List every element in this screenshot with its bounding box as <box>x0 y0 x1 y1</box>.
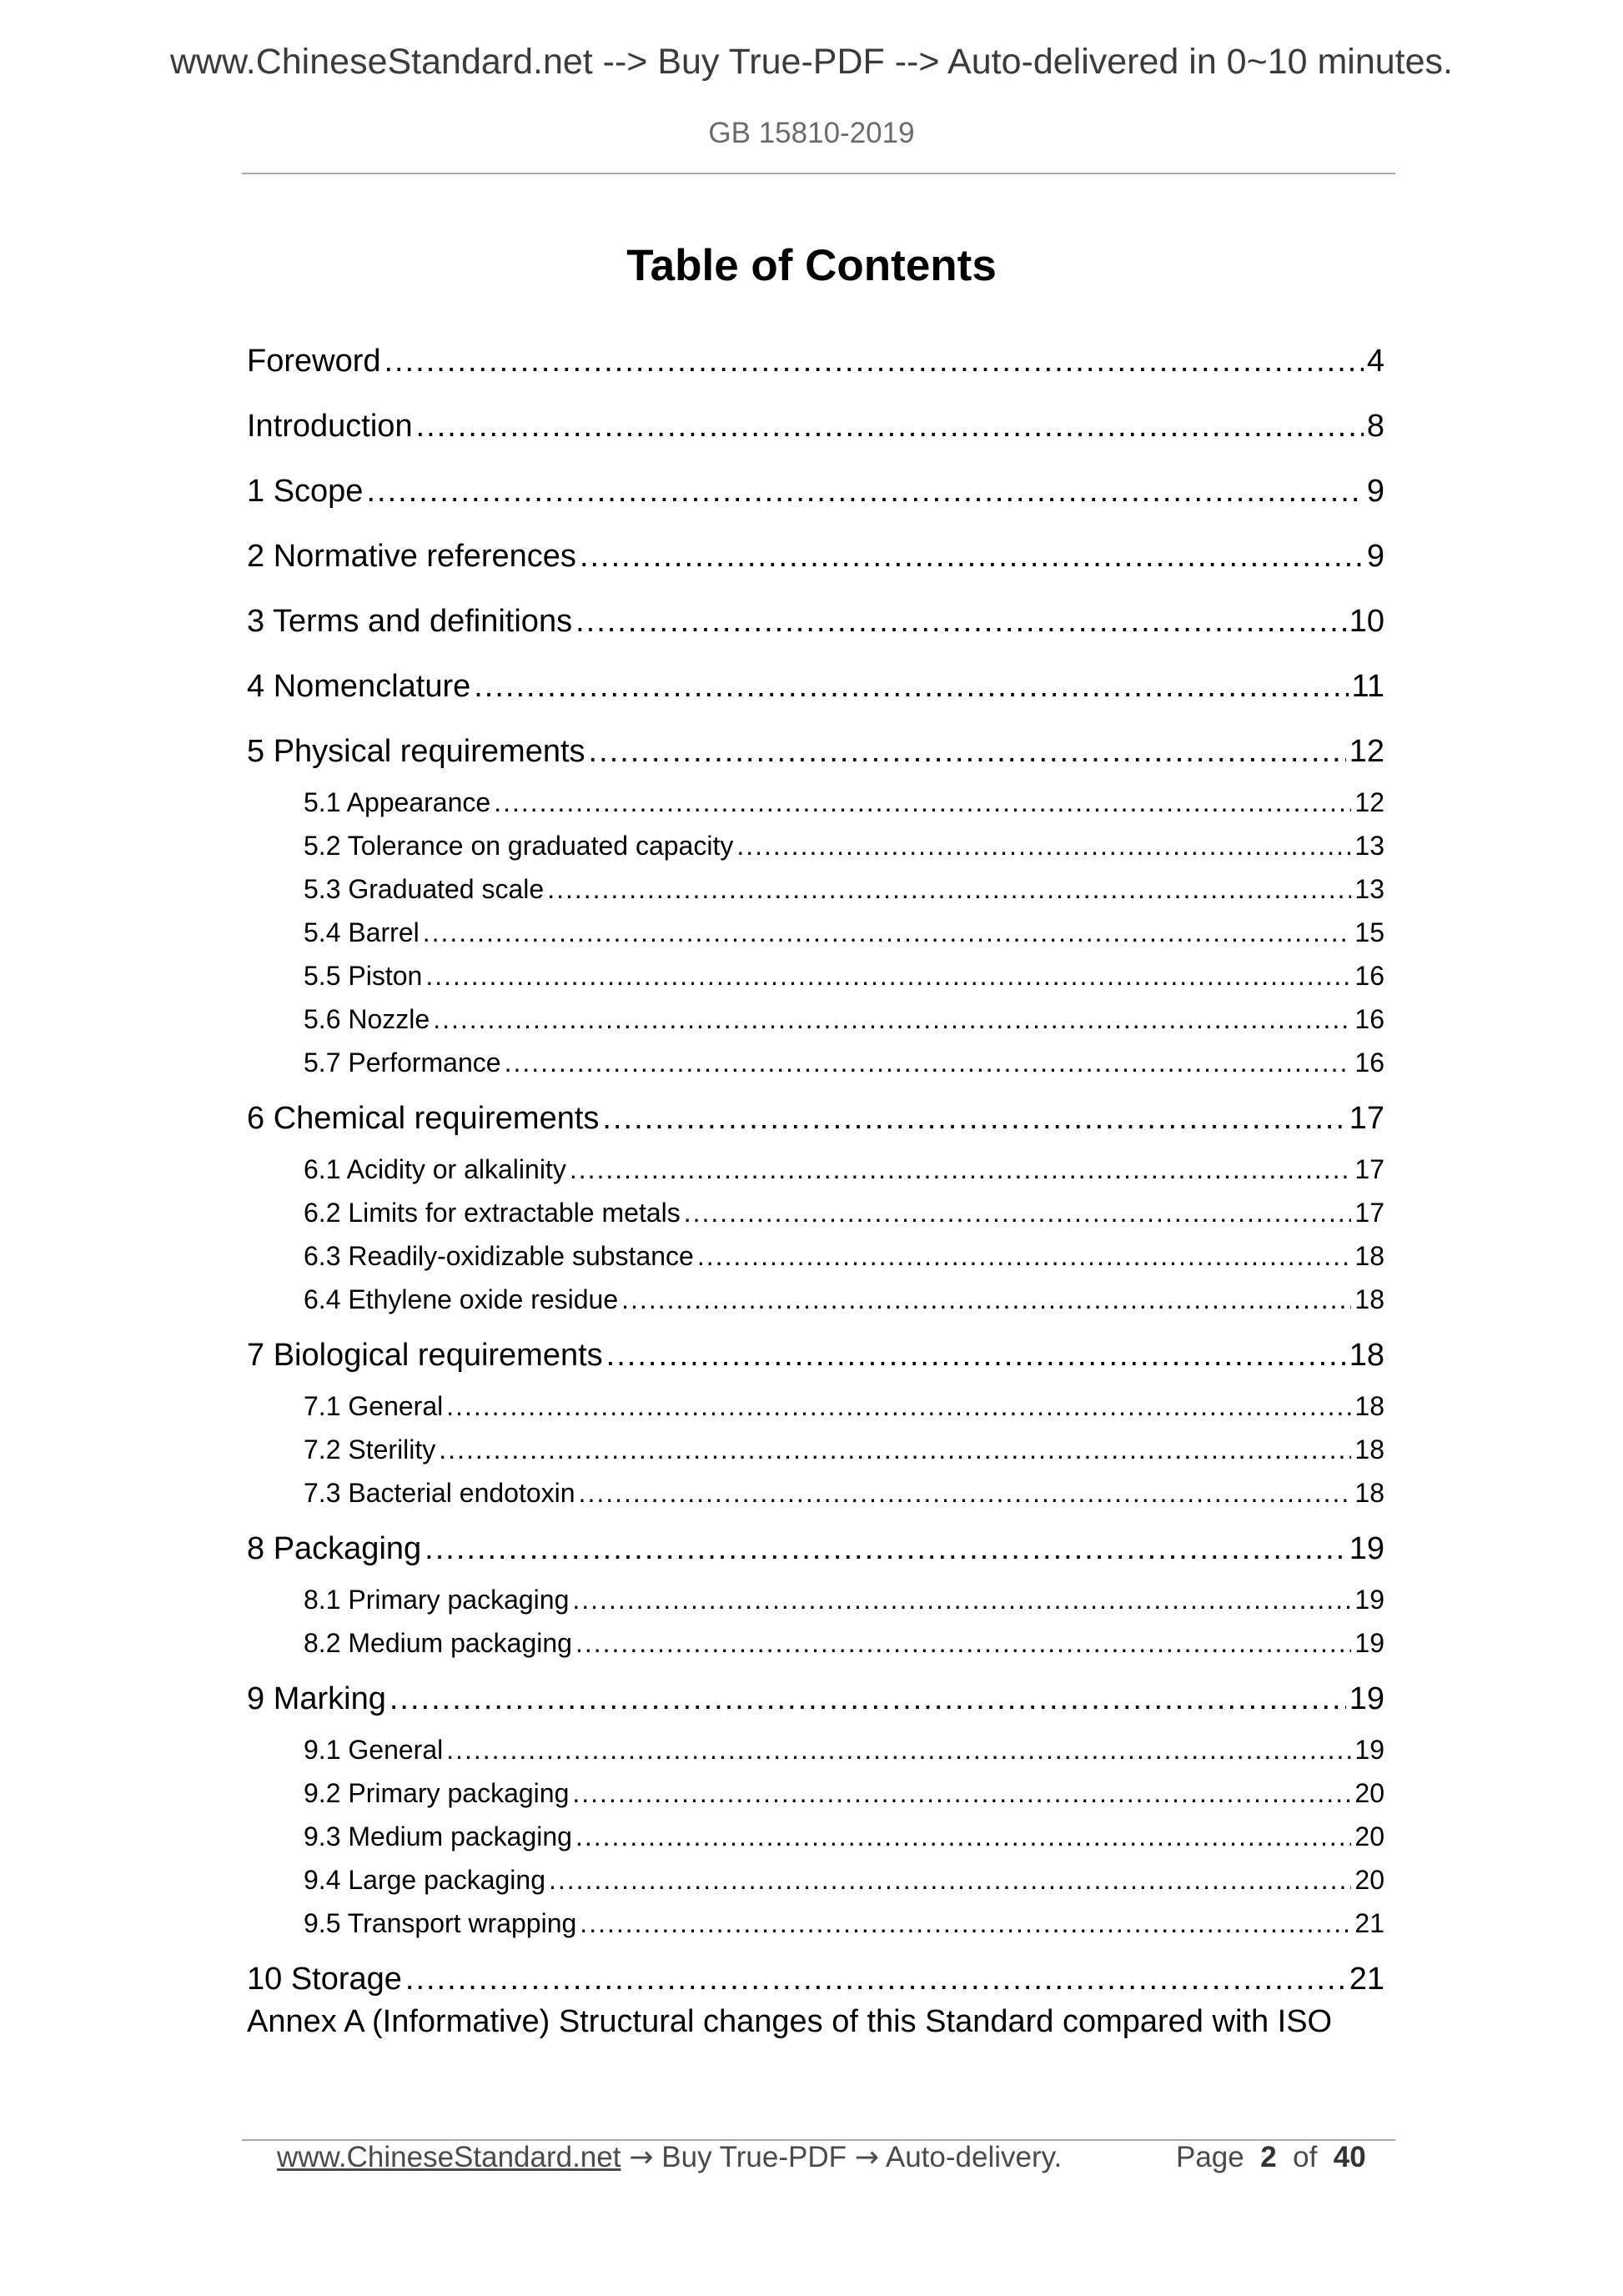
toc-entry[interactable] <box>304 1434 1384 1465</box>
arrow-right-icon: → <box>854 2141 880 2174</box>
toc-entry-page: 20 <box>1354 1778 1384 1808</box>
toc-entry-page: 16 <box>1354 961 1384 991</box>
toc-entry-page: 17 <box>1354 1154 1384 1184</box>
header-banner: www.ChineseStandard.net --> Buy True-PDF --> Auto-delivered in 0~10 minutes. <box>169 42 1453 82</box>
toc-leader-dots <box>589 734 1346 770</box>
toc-entry-page: 18 <box>1349 1338 1384 1373</box>
toc-entry-label: 9.3 Medium packaging <box>304 1821 572 1851</box>
toc-entry-page: 20 <box>1354 1821 1384 1851</box>
toc-entry-label: 9.5 Transport wrapping <box>304 1908 577 1938</box>
toc-entry[interactable] <box>304 1154 1384 1185</box>
toc-entry-label: 6.4 Ethylene oxide residue <box>304 1284 619 1314</box>
standard-code: GB 15810-2019 <box>708 117 915 149</box>
toc-entry[interactable] <box>304 1735 1384 1766</box>
toc-entry[interactable] <box>304 1391 1384 1422</box>
toc-leader-dots <box>474 669 1348 705</box>
toc-entry-page: 19 <box>1349 1681 1384 1716</box>
toc-entry-page: 8 <box>1366 409 1384 444</box>
toc-entry[interactable] <box>304 874 1384 905</box>
toc-leader-dots <box>572 1585 1351 1615</box>
toc-leader-dots <box>425 1531 1346 1567</box>
toc-entry[interactable] <box>247 1962 1384 1997</box>
toc-entry[interactable] <box>247 344 1384 379</box>
toc-entry-label: 7.3 Bacterial endotoxin <box>304 1478 575 1508</box>
toc-leader-dots <box>575 604 1346 640</box>
toc-entry-page: 19 <box>1354 1735 1384 1765</box>
toc-entry-page: 16 <box>1354 1004 1384 1034</box>
page-total: 40 <box>1333 2141 1366 2173</box>
toc-entry-label: 5.5 Piston <box>304 961 423 991</box>
toc-entry[interactable] <box>304 917 1384 948</box>
toc-entry-label: 6.2 Limits for extractable metals <box>304 1198 681 1228</box>
toc-entry[interactable] <box>304 1778 1384 1809</box>
toc-entry[interactable] <box>304 831 1384 862</box>
toc-leader-dots <box>505 1048 1352 1078</box>
toc-entry-label: 9 Marking <box>247 1681 386 1716</box>
toc-title: Table of Contents <box>626 241 997 290</box>
toc-entry-page: 17 <box>1349 1101 1384 1136</box>
toc-entry[interactable] <box>247 1531 1384 1567</box>
toc-entry-label: 5.2 Tolerance on graduated capacity <box>304 831 734 861</box>
toc-leader-dots <box>580 1908 1351 1939</box>
toc-leader-dots <box>405 1962 1346 1997</box>
toc-entry-page: 18 <box>1354 1391 1384 1421</box>
toc-leader-dots <box>621 1284 1351 1315</box>
toc-entry-page: 18 <box>1354 1478 1384 1508</box>
toc-entry-label: 8 Packaging <box>247 1531 422 1566</box>
toc-leader-dots <box>736 831 1351 862</box>
page-indicator <box>1176 2141 1366 2174</box>
toc-entry[interactable] <box>304 961 1384 992</box>
toc-leader-dots <box>572 1778 1351 1809</box>
toc-entry-label: 5.1 Appearance <box>304 787 491 817</box>
toc-entry-label: Introduction <box>247 409 413 444</box>
toc-entry-label: 9.4 Large packaging <box>304 1865 545 1895</box>
toc-leader-dots <box>606 1338 1346 1374</box>
toc-leader-dots <box>549 1865 1351 1896</box>
toc-leader-dots <box>423 917 1352 948</box>
toc-entry-label: 5.3 Graduated scale <box>304 874 545 904</box>
toc-entry-label: 7 Biological requirements <box>247 1338 603 1373</box>
toc-entry[interactable] <box>304 1908 1384 1939</box>
toc-entry-label: Foreword <box>247 344 381 379</box>
toc-entry-page: 19 <box>1354 1628 1384 1658</box>
toc-entry-page: 12 <box>1354 787 1384 817</box>
toc-leader-dots <box>494 787 1351 818</box>
toc-entry-label: 8.1 Primary packaging <box>304 1585 570 1615</box>
toc-entry-label: 6.3 Readily-oxidizable substance <box>304 1241 694 1271</box>
toc-entry[interactable] <box>304 787 1384 818</box>
toc-leader-dots <box>570 1154 1352 1185</box>
toc-entry[interactable] <box>247 604 1384 640</box>
toc-entry[interactable] <box>247 539 1384 575</box>
toc-entry-label: 9.1 General <box>304 1735 444 1765</box>
toc-entry[interactable] <box>247 1101 1384 1137</box>
toc-entry-page: 18 <box>1354 1434 1384 1465</box>
toc-leader-dots <box>433 1004 1351 1035</box>
toc-leader-dots <box>366 474 1363 510</box>
toc-entry-page: 13 <box>1354 831 1384 861</box>
toc-leader-dots <box>446 1735 1351 1766</box>
toc-entry[interactable] <box>304 1478 1384 1509</box>
toc-entry[interactable] <box>304 1198 1384 1228</box>
page-footer <box>277 2141 1366 2174</box>
toc-leader-dots <box>425 961 1351 992</box>
toc-entry[interactable] <box>247 734 1384 770</box>
toc-entry-label: 5.7 Performance <box>304 1048 501 1078</box>
toc-entry[interactable] <box>247 409 1384 445</box>
toc-list <box>247 0 1384 2296</box>
toc-entry-page: 18 <box>1354 1241 1384 1271</box>
toc-entry-label: 1 Scope <box>247 474 364 509</box>
toc-entry-label: 8.2 Medium packaging <box>304 1628 572 1658</box>
toc-entry[interactable] <box>304 1585 1384 1615</box>
toc-entry[interactable] <box>304 1284 1384 1315</box>
toc-entry-page: 17 <box>1354 1198 1384 1228</box>
toc-entry[interactable] <box>247 474 1384 510</box>
toc-entry[interactable] <box>247 1338 1384 1374</box>
toc-leader-dots <box>575 1821 1351 1852</box>
toc-entry[interactable] <box>304 1004 1384 1035</box>
toc-entry-page: 21 <box>1349 1962 1384 1997</box>
footer-delivery-text: Auto-delivery. <box>885 2141 1063 2173</box>
toc-annex-line: Annex A (Informative) Structural changes of this Standard compared with ISO <box>247 2004 1333 2039</box>
toc-leader-dots <box>580 539 1364 575</box>
toc-leader-dots <box>384 344 1364 379</box>
page-current: 2 <box>1260 2141 1277 2173</box>
toc-leader-dots <box>579 1478 1352 1509</box>
toc-entry-label: 2 Normative references <box>247 539 576 574</box>
toc-entry-label: 6.1 Acidity or alkalinity <box>304 1154 566 1184</box>
toc-entry[interactable] <box>247 669 1384 705</box>
toc-leader-dots <box>684 1198 1352 1228</box>
toc-entry-label: 3 Terms and definitions <box>247 604 573 639</box>
footer-buy-text: Buy True-PDF <box>661 2141 847 2173</box>
toc-entry-label: 9.2 Primary packaging <box>304 1778 570 1808</box>
toc-leader-dots <box>416 409 1364 445</box>
toc-entry-page: 12 <box>1349 734 1384 769</box>
toc-leader-dots <box>547 874 1351 905</box>
toc-leader-dots <box>602 1101 1345 1137</box>
of-word: of <box>1293 2141 1318 2173</box>
toc-entry-page: 9 <box>1366 539 1384 574</box>
toc-entry-label: 6 Chemical requirements <box>247 1101 600 1136</box>
toc-entry-page: 11 <box>1351 669 1384 704</box>
toc-entry-page: 19 <box>1349 1531 1384 1566</box>
toc-entry-label: 5.4 Barrel <box>304 917 420 947</box>
page-word: Page <box>1176 2141 1244 2173</box>
toc-entry[interactable] <box>304 1865 1384 1896</box>
footer-site-link[interactable]: www.ChineseStandard.net <box>277 2141 621 2173</box>
toc-entry[interactable] <box>304 1628 1384 1659</box>
toc-entry-page: 21 <box>1354 1908 1384 1938</box>
toc-entry-page: 10 <box>1349 604 1384 639</box>
toc-entry-page: 18 <box>1354 1284 1384 1314</box>
toc-leader-dots <box>439 1434 1351 1465</box>
toc-entry-page: 4 <box>1366 344 1384 379</box>
toc-entry-page: 20 <box>1354 1865 1384 1895</box>
arrow-right-icon: → <box>629 2141 654 2174</box>
toc-entry-page: 13 <box>1354 874 1384 904</box>
toc-entry-page: 19 <box>1354 1585 1384 1615</box>
toc-entry-page: 15 <box>1354 917 1384 947</box>
toc-entry-label: 5.6 Nozzle <box>304 1004 430 1034</box>
toc-entry-label: 7.2 Sterility <box>304 1434 436 1465</box>
toc-entry[interactable] <box>304 1821 1384 1852</box>
toc-entry[interactable] <box>247 1681 1384 1717</box>
toc-leader-dots <box>697 1241 1352 1272</box>
toc-entry-label: 10 Storage <box>247 1962 402 1997</box>
toc-entry-label: 5 Physical requirements <box>247 734 585 769</box>
toc-entry-label: 4 Nomenclature <box>247 669 471 704</box>
toc-entry-page: 16 <box>1354 1048 1384 1078</box>
toc-entry-label: 7.1 General <box>304 1391 444 1421</box>
toc-entry-page: 9 <box>1366 474 1384 509</box>
toc-leader-dots <box>446 1391 1351 1422</box>
toc-leader-dots <box>575 1628 1351 1659</box>
toc-leader-dots <box>389 1681 1346 1717</box>
toc-entry[interactable] <box>304 1048 1384 1078</box>
toc-entry[interactable] <box>304 1241 1384 1272</box>
